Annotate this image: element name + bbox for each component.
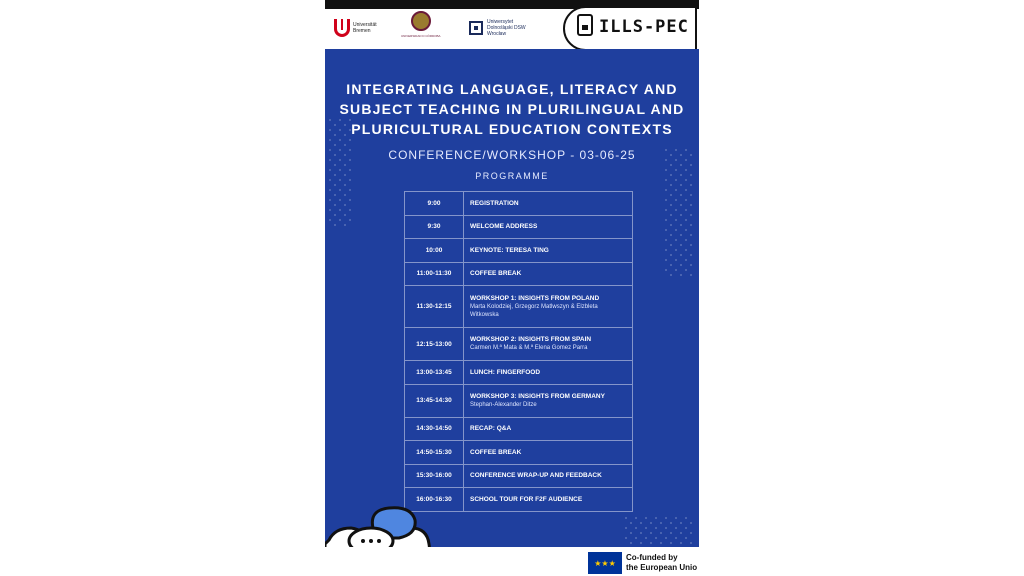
decorative-dot xyxy=(685,169,687,171)
programme-row xyxy=(405,328,632,361)
decorative-dot xyxy=(344,164,346,166)
decorative-dot xyxy=(660,542,662,544)
bremen-name: Universität Bremen xyxy=(353,22,377,34)
decorative-dot xyxy=(339,219,341,221)
decorative-dot xyxy=(640,542,642,544)
programme-row xyxy=(405,418,632,442)
decorative-dot xyxy=(334,134,336,136)
decorative-dot xyxy=(675,229,677,231)
programme-item-title: COFFEE BREAK xyxy=(470,270,522,278)
decorative-dot xyxy=(339,159,341,161)
programme-row xyxy=(405,361,632,385)
decorative-dot xyxy=(670,194,672,196)
decorative-dot xyxy=(685,249,687,251)
decorative-dot xyxy=(630,542,632,544)
decorative-dot xyxy=(349,189,351,191)
decorative-dot xyxy=(675,259,677,261)
decorative-dot xyxy=(349,209,351,211)
programme-item-title: COFFEE BREAK xyxy=(470,448,522,456)
decorative-dot xyxy=(680,154,682,156)
decorative-dot xyxy=(670,154,672,156)
decorative-dot xyxy=(339,199,341,201)
decorative-dot xyxy=(625,527,627,529)
decorative-dot xyxy=(655,517,657,519)
eu-flag-icon: ★★★ xyxy=(588,552,622,574)
programme-description xyxy=(464,441,632,464)
decorative-dot xyxy=(344,204,346,206)
programme-time: 11:00-11:30 xyxy=(405,263,464,286)
programme-item-title: SCHOOL TOUR FOR F2F AUDIENCE xyxy=(470,495,583,503)
decorative-dot xyxy=(645,517,647,519)
decorative-dot xyxy=(329,129,331,131)
bremen-logo xyxy=(334,19,383,37)
decorative-dot xyxy=(349,179,351,181)
decorative-dot xyxy=(675,159,677,161)
decorative-dot xyxy=(680,522,682,524)
decorative-dot xyxy=(665,249,667,251)
decorative-dot xyxy=(344,134,346,136)
decorative-dot xyxy=(339,149,341,151)
decorative-dot xyxy=(640,522,642,524)
decorative-dot xyxy=(334,184,336,186)
dsw-logo xyxy=(469,19,537,37)
decorative-dot xyxy=(349,129,351,131)
programme-row xyxy=(405,441,632,465)
decorative-dot xyxy=(680,224,682,226)
decorative-dot xyxy=(625,537,627,539)
programme-description xyxy=(464,418,632,441)
programme-description xyxy=(464,286,632,327)
decorative-dot xyxy=(665,189,667,191)
decorative-dot xyxy=(680,234,682,236)
decorative-dot xyxy=(685,179,687,181)
programme-item-title: REGISTRATION xyxy=(470,199,519,207)
bremen-u-icon xyxy=(334,19,350,37)
decorative-dot xyxy=(670,542,672,544)
cordoba-logo xyxy=(401,11,441,38)
decorative-dot xyxy=(690,264,692,266)
programme-row xyxy=(405,216,632,240)
decorative-dot xyxy=(339,179,341,181)
decorative-dot xyxy=(349,199,351,201)
decorative-dot xyxy=(680,274,682,276)
decorative-dot xyxy=(334,144,336,146)
decorative-dot xyxy=(690,154,692,156)
programme-heading: PROGRAMME xyxy=(475,171,549,181)
programme-time: 9:30 xyxy=(405,216,464,239)
decorative-dot xyxy=(685,199,687,201)
decorative-dot xyxy=(339,189,341,191)
ills-pec-logo xyxy=(563,6,697,51)
programme-description xyxy=(464,192,632,215)
funding-footer xyxy=(325,547,699,576)
programme-description xyxy=(464,385,632,417)
programme-description xyxy=(464,488,632,511)
decorative-dot xyxy=(665,169,667,171)
decorative-dot xyxy=(665,219,667,221)
programme-row xyxy=(405,192,632,216)
decorative-dot xyxy=(680,264,682,266)
ills-pec-wordmark: ILLS-PEC xyxy=(599,17,689,37)
programme-row xyxy=(405,286,632,328)
title-line-1: INTEGRATING LANGUAGE, LITERACY AND xyxy=(346,81,678,97)
decorative-dot xyxy=(334,164,336,166)
decorative-dot xyxy=(670,254,672,256)
decorative-dot xyxy=(665,527,667,529)
decorative-dot xyxy=(685,229,687,231)
programme-time: 11:30-12:15 xyxy=(405,286,464,327)
programme-item-title: LUNCH: FINGERFOOD xyxy=(470,368,541,376)
decorative-dot xyxy=(675,527,677,529)
decorative-dot xyxy=(680,184,682,186)
decorative-dot xyxy=(329,179,331,181)
decorative-dot xyxy=(675,269,677,271)
decorative-dot xyxy=(339,129,341,131)
conference-date: CONFERENCE/WORKSHOP - 03-06-25 xyxy=(388,148,636,162)
decorative-dot xyxy=(685,239,687,241)
decorative-dot xyxy=(655,537,657,539)
decorative-dot xyxy=(690,164,692,166)
decorative-dot xyxy=(660,532,662,534)
decorative-dot xyxy=(680,164,682,166)
programme-item-title: WORKSHOP 1: INSIGHTS FROM POLAND xyxy=(470,294,600,302)
decorative-dot xyxy=(334,204,336,206)
decorative-dot xyxy=(670,174,672,176)
dsw-name: Uniwersytet Dolnośląski DSW Wrocław xyxy=(487,19,526,37)
programme-time: 16:00-16:30 xyxy=(405,488,464,511)
programme-item-title: CONFERENCE WRAP-UP AND FEEDBACK xyxy=(470,472,602,480)
decorative-dot xyxy=(690,174,692,176)
programme-item-speakers: Stephan-Alexander Ditze xyxy=(470,401,537,408)
decorative-dot xyxy=(665,259,667,261)
decorative-dot xyxy=(680,542,682,544)
decorative-dot xyxy=(349,139,351,141)
decorative-dot xyxy=(685,159,687,161)
decorative-dot xyxy=(334,124,336,126)
decorative-dot xyxy=(685,269,687,271)
decorative-dot xyxy=(670,214,672,216)
decorative-dot xyxy=(670,274,672,276)
programme-description xyxy=(464,239,632,262)
decorative-dot xyxy=(690,204,692,206)
decorative-dot xyxy=(665,159,667,161)
programme-item-title: WELCOME ADDRESS xyxy=(470,223,538,231)
decorative-dot xyxy=(670,234,672,236)
decorative-dot xyxy=(645,527,647,529)
decorative-dot xyxy=(690,184,692,186)
document-lock-icon xyxy=(577,14,593,36)
programme-time: 14:50-15:30 xyxy=(405,441,464,464)
decorative-dot xyxy=(675,199,677,201)
decorative-dot xyxy=(630,522,632,524)
decorative-dot xyxy=(680,214,682,216)
programme-item-speakers: Marta Kolodziej, Grzegorz Matlwszyn & Elzbleta Witkowska xyxy=(470,303,598,318)
decorative-dot xyxy=(675,209,677,211)
decorative-dot xyxy=(344,194,346,196)
decorative-dot xyxy=(690,542,692,544)
decorative-dot xyxy=(680,194,682,196)
poster-title xyxy=(325,79,699,139)
programme-time: 15:30-16:00 xyxy=(405,465,464,488)
decorative-dot xyxy=(690,254,692,256)
programme-time: 13:45-14:30 xyxy=(405,385,464,417)
programme-row xyxy=(405,263,632,287)
decorative-dot xyxy=(635,537,637,539)
programme-item-speakers: Carmen M.ª Mata & M.ª Elena Gomez Parra xyxy=(470,345,588,351)
decorative-dot xyxy=(675,169,677,171)
programme-row xyxy=(405,465,632,489)
decorative-dot xyxy=(665,269,667,271)
programme-description xyxy=(464,216,632,239)
poster-body xyxy=(325,49,699,547)
decorative-dot xyxy=(665,149,667,151)
cordoba-name: UNIVERSIDAD D CÓRDOBA xyxy=(401,34,441,38)
decorative-dot xyxy=(334,154,336,156)
programme-item-title: KEYNOTE: TERESA TING xyxy=(470,246,549,254)
programme-description xyxy=(464,263,632,286)
decorative-dot xyxy=(690,224,692,226)
decorative-dot xyxy=(339,119,341,121)
decorative-dot xyxy=(334,174,336,176)
decorative-dot xyxy=(329,169,331,171)
decorative-dot xyxy=(680,254,682,256)
decorative-dot xyxy=(665,517,667,519)
eu-text-line-1: Co-funded by xyxy=(626,553,678,562)
decorative-dot xyxy=(349,169,351,171)
programme-row xyxy=(405,385,632,418)
decorative-dot xyxy=(344,224,346,226)
programme-time: 14:30-14:50 xyxy=(405,418,464,441)
programme-item-title: WORKSHOP 2: INSIGHTS FROM SPAIN xyxy=(470,336,592,343)
decorative-dot xyxy=(690,274,692,276)
decorative-dot xyxy=(344,174,346,176)
decorative-dot xyxy=(670,532,672,534)
decorative-dot xyxy=(665,239,667,241)
decorative-dot xyxy=(339,139,341,141)
decorative-dot xyxy=(685,149,687,151)
decorative-dot xyxy=(665,209,667,211)
programme-time: 9:00 xyxy=(405,192,464,215)
eu-text-line-2: the European Unio xyxy=(626,563,698,572)
decorative-dot xyxy=(349,149,351,151)
programme-item-title: WORKSHOP 3: INSIGHTS FROM GERMANY xyxy=(470,392,605,400)
decorative-dot xyxy=(339,209,341,211)
decorative-dot xyxy=(635,517,637,519)
decorative-dot xyxy=(690,244,692,246)
decorative-dot xyxy=(670,522,672,524)
cordoba-crest-icon xyxy=(411,11,431,31)
decorative-dot xyxy=(675,179,677,181)
decorative-dot xyxy=(650,522,652,524)
decorative-dot xyxy=(329,189,331,191)
title-line-3: PLURICULTURAL EDUCATION CONTEXTS xyxy=(351,121,673,137)
decorative-dot xyxy=(334,224,336,226)
decorative-dot xyxy=(344,154,346,156)
decorative-dot xyxy=(670,164,672,166)
decorative-dot xyxy=(344,184,346,186)
decorative-dot xyxy=(670,244,672,246)
programme-description xyxy=(464,328,632,360)
decorative-dot xyxy=(675,149,677,151)
decorative-dot xyxy=(675,249,677,251)
decorative-dot xyxy=(685,219,687,221)
decorative-dot xyxy=(329,139,331,141)
decorative-dot xyxy=(665,229,667,231)
decorative-dot xyxy=(329,199,331,201)
decorative-dot xyxy=(675,219,677,221)
decorative-dot xyxy=(685,189,687,191)
decorative-dot xyxy=(685,259,687,261)
programme-row xyxy=(405,239,632,263)
decorative-dot xyxy=(650,532,652,534)
decorative-dot xyxy=(635,527,637,529)
programme-time: 12:15-13:00 xyxy=(405,328,464,360)
decorative-dot xyxy=(349,159,351,161)
decorative-dot xyxy=(690,194,692,196)
decorative-dot xyxy=(344,144,346,146)
decorative-dot xyxy=(660,522,662,524)
decorative-dot xyxy=(680,532,682,534)
decorative-dot xyxy=(690,234,692,236)
decorative-dot xyxy=(655,527,657,529)
decorative-dot xyxy=(349,219,351,221)
decorative-dot xyxy=(685,527,687,529)
programme-table xyxy=(404,191,633,512)
decorative-dot xyxy=(625,517,627,519)
title-line-2: SUBJECT TEACHING IN PLURILINGUAL AND xyxy=(339,101,685,117)
decorative-dot xyxy=(344,214,346,216)
decorative-dot xyxy=(645,537,647,539)
decorative-dot xyxy=(339,169,341,171)
decorative-dot xyxy=(329,219,331,221)
decorative-dot xyxy=(334,194,336,196)
eu-funding-text xyxy=(626,553,697,573)
decorative-dot xyxy=(670,204,672,206)
programme-time: 10:00 xyxy=(405,239,464,262)
decorative-dot xyxy=(349,119,351,121)
decorative-dot xyxy=(675,189,677,191)
decorative-dot xyxy=(680,244,682,246)
decorative-dot xyxy=(690,522,692,524)
decorative-dot xyxy=(630,532,632,534)
decorative-dot xyxy=(640,532,642,534)
programme-description xyxy=(464,361,632,384)
decorative-dot xyxy=(665,179,667,181)
programme-item-title: RECAP: Q&A xyxy=(470,425,512,433)
decorative-dot xyxy=(685,209,687,211)
decorative-dot xyxy=(680,174,682,176)
decorative-dot xyxy=(329,149,331,151)
decorative-dot xyxy=(329,209,331,211)
decorative-dot xyxy=(665,199,667,201)
decorative-dot xyxy=(329,119,331,121)
decorative-dot xyxy=(665,537,667,539)
decorative-dot xyxy=(329,159,331,161)
decorative-dot xyxy=(675,517,677,519)
decorative-dot xyxy=(690,532,692,534)
decorative-dot xyxy=(690,214,692,216)
decorative-dot xyxy=(675,537,677,539)
programme-time: 13:00-13:45 xyxy=(405,361,464,384)
decorative-dot xyxy=(675,239,677,241)
decorative-dot xyxy=(334,214,336,216)
programme-description xyxy=(464,465,632,488)
decorative-dot xyxy=(680,204,682,206)
conference-poster xyxy=(325,0,699,576)
decorative-dot xyxy=(344,124,346,126)
decorative-dot xyxy=(670,184,672,186)
decorative-dot xyxy=(670,224,672,226)
dsw-square-icon xyxy=(469,21,483,35)
decorative-dot xyxy=(685,537,687,539)
decorative-dot xyxy=(685,517,687,519)
decorative-dot xyxy=(670,264,672,266)
decorative-dot xyxy=(650,542,652,544)
